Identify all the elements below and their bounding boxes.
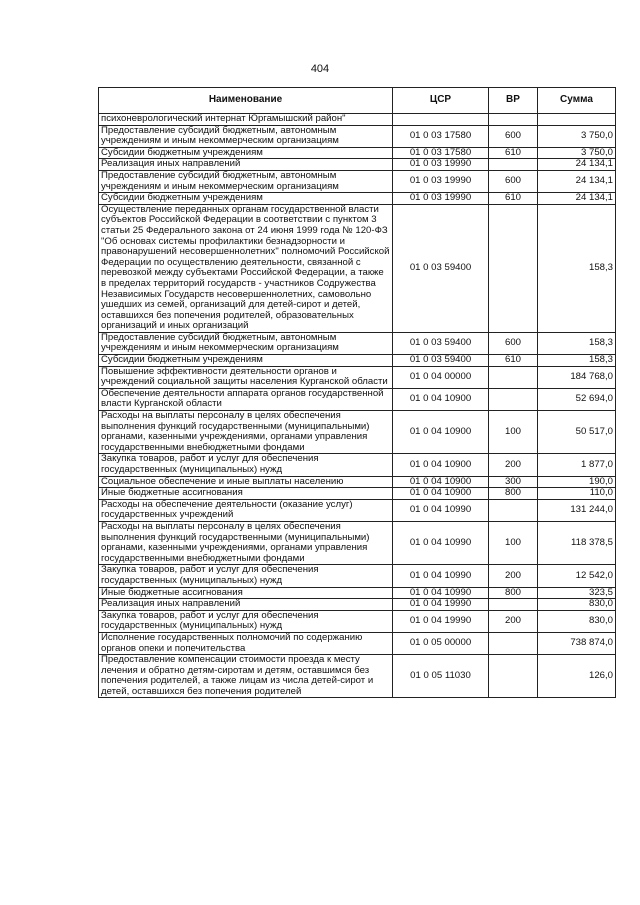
- cell-sum: 24 134,1: [538, 193, 616, 205]
- cell-csr: 01 0 04 10990: [393, 521, 489, 564]
- cell-vr: [489, 655, 538, 698]
- cell-sum: 184 768,0: [538, 366, 616, 388]
- cell-vr: [489, 159, 538, 171]
- cell-csr: 01 0 04 19990: [393, 599, 489, 611]
- cell-name: Субсидии бюджетным учреждениям: [99, 355, 393, 367]
- cell-name: Закупка товаров, работ и услуг для обеспечения государственных (муниципальных) нужд: [99, 610, 393, 632]
- cell-csr: 01 0 03 17580: [393, 125, 489, 147]
- cell-sum: 3 750,0: [538, 125, 616, 147]
- table-row: [99, 332, 616, 354]
- header-sum: Сумма: [538, 88, 616, 114]
- table-row: [99, 655, 616, 698]
- table-row: [99, 355, 616, 367]
- cell-sum: [538, 114, 616, 126]
- cell-sum: 118 378,5: [538, 521, 616, 564]
- table-row: [99, 366, 616, 388]
- table-row: [99, 599, 616, 611]
- cell-sum: 12 542,0: [538, 565, 616, 587]
- cell-vr: 200: [489, 454, 538, 476]
- table-row: [99, 170, 616, 192]
- table-row: [99, 565, 616, 587]
- cell-csr: 01 0 03 19990: [393, 159, 489, 171]
- cell-sum: 738 874,0: [538, 632, 616, 654]
- cell-vr: 600: [489, 332, 538, 354]
- cell-vr: 100: [489, 411, 538, 454]
- cell-csr: 01 0 03 59400: [393, 204, 489, 332]
- cell-name: Обеспечение деятельности аппарата органов государственной власти Курганской области: [99, 388, 393, 410]
- table-row: [99, 114, 616, 126]
- cell-csr: 01 0 04 19990: [393, 610, 489, 632]
- cell-name: Закупка товаров, работ и услуг для обеспечения государственных (муниципальных) нужд: [99, 454, 393, 476]
- cell-csr: 01 0 03 17580: [393, 147, 489, 159]
- table-row: [99, 193, 616, 205]
- cell-sum: 158,3: [538, 355, 616, 367]
- table-row: [99, 388, 616, 410]
- cell-vr: 610: [489, 193, 538, 205]
- table-row: [99, 488, 616, 500]
- cell-vr: 600: [489, 125, 538, 147]
- table-row: [99, 476, 616, 488]
- cell-name: Предоставление субсидий бюджетным, автономным учреждениям и иным некоммерческим организациям: [99, 170, 393, 192]
- cell-name: Осуществление переданных органам государственной власти субъектов Российской Федерации в соответствии с пунктом 3 статьи 25 Федерального закона от 24 июня 1999 года № 120-ФЗ "Об основах системы профилактики безнадзорности и правонарушений несовершеннолетних" полномочий Российской Федерации по осуществлению деятельности, связанной с перевозкой между субъектами Российской Федерации, а также в пределах территорий государств - участников Содружества Независимых Государств несовершеннолетних, самовольно ушедших из семей, организаций для детей-сирот и детей, оставшихся без попечения родителей, образовательных организаций и иных организаций: [99, 204, 393, 332]
- table-row: [99, 610, 616, 632]
- cell-vr: [489, 366, 538, 388]
- cell-csr: 01 0 04 10990: [393, 499, 489, 521]
- cell-csr: [393, 114, 489, 126]
- cell-csr: 01 0 04 10990: [393, 587, 489, 599]
- cell-sum: 126,0: [538, 655, 616, 698]
- cell-vr: 800: [489, 587, 538, 599]
- table-body: [99, 114, 616, 698]
- table-row: [99, 125, 616, 147]
- cell-name: Социальное обеспечение и иные выплаты населению: [99, 476, 393, 488]
- cell-csr: 01 0 03 19990: [393, 193, 489, 205]
- cell-name: Иные бюджетные ассигнования: [99, 488, 393, 500]
- cell-name: Расходы на выплаты персоналу в целях обеспечения выполнения функций государственными (муниципальными) органами, казенными учреждениями, органами управления государственными внебюджетными фондами: [99, 521, 393, 564]
- cell-csr: 01 0 04 10990: [393, 565, 489, 587]
- cell-csr: 01 0 04 10900: [393, 488, 489, 500]
- cell-sum: 3 750,0: [538, 147, 616, 159]
- table-row: [99, 499, 616, 521]
- cell-vr: [489, 388, 538, 410]
- header-name: Наименование: [99, 88, 393, 114]
- cell-name: Повышение эффективности деятельности органов и учреждений социальной защиты населения Курганской области: [99, 366, 393, 388]
- cell-vr: 100: [489, 521, 538, 564]
- cell-name: Реализация иных направлений: [99, 599, 393, 611]
- cell-vr: [489, 599, 538, 611]
- cell-name: Расходы на обеспечение деятельности (оказание услуг) государственных учреждений: [99, 499, 393, 521]
- cell-sum: 52 694,0: [538, 388, 616, 410]
- cell-sum: 158,3: [538, 332, 616, 354]
- cell-vr: 610: [489, 147, 538, 159]
- cell-csr: 01 0 04 10900: [393, 476, 489, 488]
- cell-name: Предоставление компенсации стоимости проезда к месту лечения и обратно детям-сиротам и детям, оставшимся без попечения родителей, а также лицам из числа детей-сирот и детей, оставшихся без попечения родителей: [99, 655, 393, 698]
- page-number: 404: [310, 63, 330, 75]
- cell-vr: [489, 204, 538, 332]
- cell-vr: 300: [489, 476, 538, 488]
- cell-name: психоневрологический интернат Юргамышский район": [99, 114, 393, 126]
- cell-sum: 158,3: [538, 204, 616, 332]
- table-row: [99, 521, 616, 564]
- cell-vr: [489, 499, 538, 521]
- cell-sum: 131 244,0: [538, 499, 616, 521]
- cell-csr: 01 0 03 59400: [393, 355, 489, 367]
- cell-sum: 190,0: [538, 476, 616, 488]
- cell-name: Расходы на выплаты персоналу в целях обеспечения выполнения функций государственными (муниципальными) органами, казенными учреждениями, органами управления государственными внебюджетными фондами: [99, 411, 393, 454]
- cell-vr: 600: [489, 170, 538, 192]
- budget-table: [98, 87, 616, 698]
- cell-vr: [489, 632, 538, 654]
- cell-sum: 24 134,1: [538, 159, 616, 171]
- cell-vr: [489, 114, 538, 126]
- table-row: [99, 159, 616, 171]
- table-row: [99, 587, 616, 599]
- header-vr: ВР: [489, 88, 538, 114]
- cell-sum: 24 134,1: [538, 170, 616, 192]
- cell-name: Субсидии бюджетным учреждениям: [99, 193, 393, 205]
- cell-sum: 50 517,0: [538, 411, 616, 454]
- cell-vr: 610: [489, 355, 538, 367]
- cell-csr: 01 0 04 10900: [393, 411, 489, 454]
- table-row: [99, 204, 616, 332]
- cell-sum: 1 877,0: [538, 454, 616, 476]
- header-csr: ЦСР: [393, 88, 489, 114]
- cell-csr: 01 0 05 11030: [393, 655, 489, 698]
- table-row: [99, 147, 616, 159]
- cell-sum: 110,0: [538, 488, 616, 500]
- table-header-row: [99, 88, 616, 114]
- cell-csr: 01 0 03 59400: [393, 332, 489, 354]
- cell-name: Реализация иных направлений: [99, 159, 393, 171]
- cell-sum: 830,0: [538, 610, 616, 632]
- cell-name: Закупка товаров, работ и услуг для обеспечения государственных (муниципальных) нужд: [99, 565, 393, 587]
- cell-csr: 01 0 04 00000: [393, 366, 489, 388]
- table-row: [99, 411, 616, 454]
- cell-sum: 323,5: [538, 587, 616, 599]
- cell-csr: 01 0 03 19990: [393, 170, 489, 192]
- cell-csr: 01 0 05 00000: [393, 632, 489, 654]
- cell-vr: 200: [489, 610, 538, 632]
- table-row: [99, 632, 616, 654]
- cell-name: Исполнение государственных полномочий по содержанию органов опеки и попечительства: [99, 632, 393, 654]
- cell-name: Субсидии бюджетным учреждениям: [99, 147, 393, 159]
- table-row: [99, 454, 616, 476]
- cell-vr: 800: [489, 488, 538, 500]
- cell-vr: 200: [489, 565, 538, 587]
- cell-name: Предоставление субсидий бюджетным, автономным учреждениям и иным некоммерческим организациям: [99, 332, 393, 354]
- cell-sum: 830,0: [538, 599, 616, 611]
- cell-name: Предоставление субсидий бюджетным, автономным учреждениям и иным некоммерческим организациям: [99, 125, 393, 147]
- cell-csr: 01 0 04 10900: [393, 388, 489, 410]
- cell-csr: 01 0 04 10900: [393, 454, 489, 476]
- cell-name: Иные бюджетные ассигнования: [99, 587, 393, 599]
